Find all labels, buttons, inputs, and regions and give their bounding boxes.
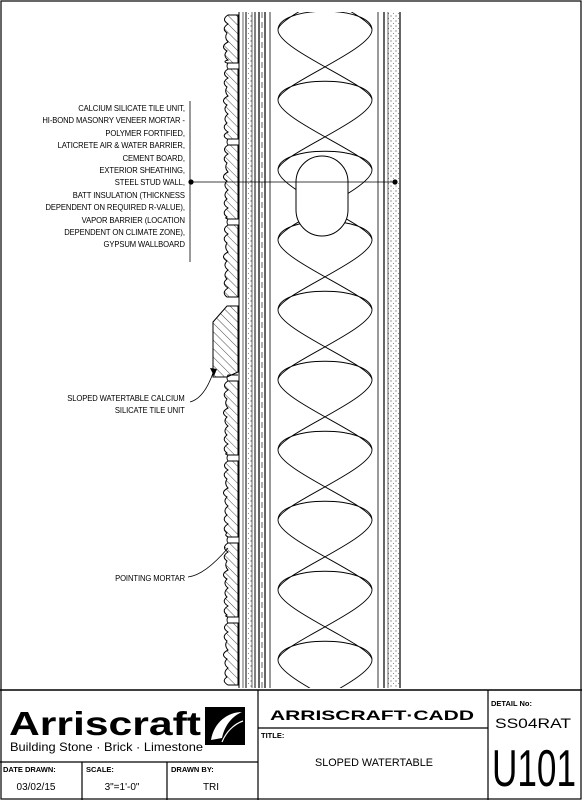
company-name: ARRISCRAFT·CADD [270, 707, 474, 723]
tile-unit [223, 69, 238, 139]
tile-unit [223, 381, 238, 455]
tile-unit [223, 543, 238, 617]
mortar-joint [227, 537, 238, 543]
leader-dot-left [188, 179, 193, 184]
scale-value: 3"=1'-0" [104, 782, 140, 793]
sloped-watertable-unit [213, 306, 238, 377]
logo-tagline: Building Stone · Brick · Limestone [10, 740, 204, 754]
drawing-title: SLOPED WATERTABLE [315, 757, 433, 769]
tile-unit [223, 15, 238, 63]
logo-wordmark: Arriscraft [9, 705, 201, 742]
date-label: DATE DRAWN: [3, 765, 56, 774]
batt-insulation [278, 0, 372, 730]
cement-board-layer [246, 12, 252, 688]
note-line: GYPSUM WALLBOARD [103, 239, 185, 250]
drawn-by-label: DRAWN BY: [171, 765, 214, 774]
note-line: DEPENDENT ON CLIMATE ZONE), [64, 227, 185, 238]
detail-number: U101 [492, 740, 576, 798]
tile-unit [223, 623, 238, 685]
watertable-note [68, 392, 185, 417]
note-line: HI-BOND MASONRY VENEER MORTAR - [42, 115, 185, 126]
detail-label: DETAIL No: [491, 699, 532, 708]
note-line: EXTERIOR SHEATHING, [99, 165, 185, 176]
tile-unit [223, 461, 238, 537]
pointing-mortar-note [115, 572, 185, 584]
gypsum-wallboard-layer [388, 12, 400, 688]
note-line: CEMENT BOARD, [122, 152, 185, 163]
note-line: SILICATE TILE UNIT [115, 405, 185, 416]
mortar-joint [227, 139, 238, 145]
note-line: BATT INSULATION (THICKNESS [72, 189, 185, 200]
note-line: CALCIUM SILICATE TILE UNIT, [78, 103, 185, 113]
note-line: STEEL STUD WALL, [114, 177, 185, 188]
leader-dot-right [392, 179, 397, 184]
detail-code: SS04RAT [495, 715, 572, 731]
date-value: 03/02/15 [16, 782, 56, 793]
mortar-joint [227, 219, 238, 225]
scale-label: SCALE: [86, 765, 114, 774]
tile-unit [223, 225, 238, 297]
mortar-joint [227, 617, 238, 623]
note-line: POINTING MORTAR [114, 573, 185, 583]
note-line: SLOPED WATERTABLE CALCIUM [67, 393, 185, 403]
wall-assembly-note [43, 102, 185, 251]
stud-opening-oval [296, 156, 348, 236]
note-line: VAPOR BARRIER (LOCATION [81, 214, 185, 225]
note-line: LATICRETE AIR & WATER BARRIER, [57, 140, 185, 151]
note-line: POLYMER FORTIFIED, [105, 127, 185, 138]
note-line: DEPENDENT ON REQUIRED R-VALUE), [45, 202, 186, 213]
drawn-by-value: TRI [202, 782, 220, 793]
title-label: TITLE: [261, 731, 285, 740]
arriscraft-logo-mark [205, 707, 245, 745]
mortar-joint [227, 63, 238, 69]
mortar-joint [227, 455, 238, 461]
